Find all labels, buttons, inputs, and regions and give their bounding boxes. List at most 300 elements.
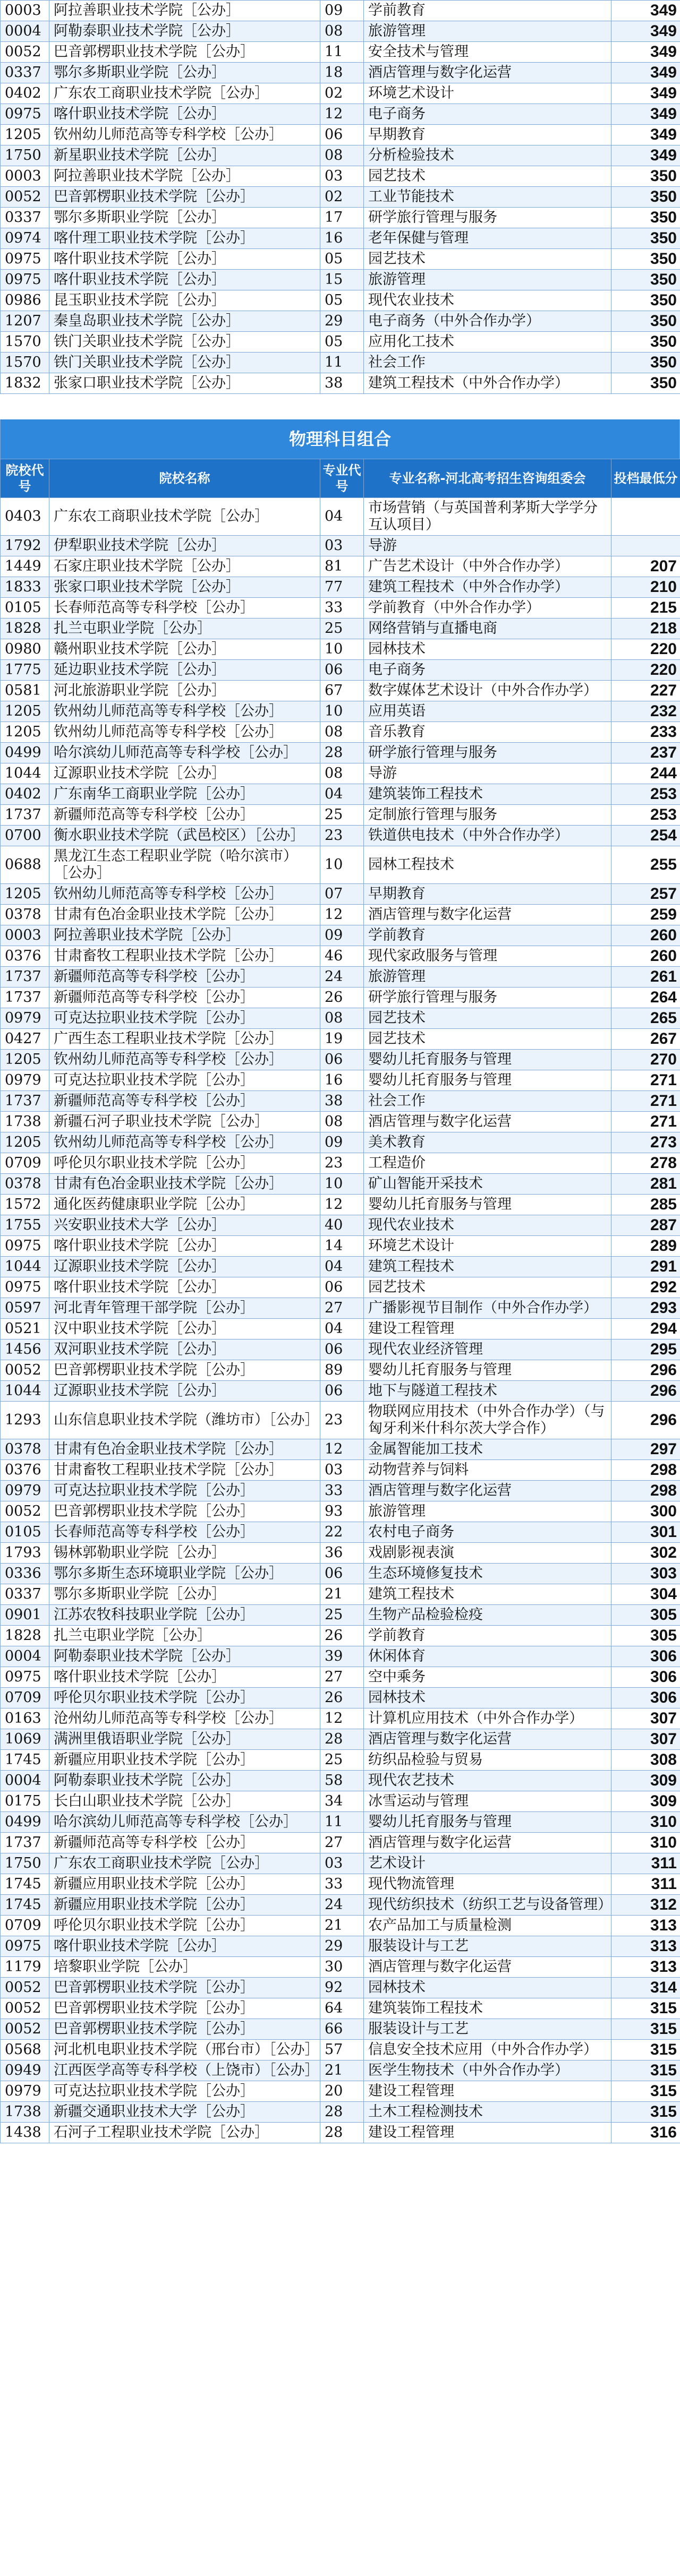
- major-name: 生物产品检验检疫: [364, 1605, 611, 1626]
- min-score: 350: [611, 187, 680, 208]
- header-score: 投档最低分: [611, 459, 680, 498]
- min-score: 227: [611, 681, 680, 701]
- school-code: 1745: [1, 1874, 49, 1895]
- major-name: 服装设计与工艺: [364, 2019, 611, 2040]
- major-code: 33: [320, 1481, 364, 1501]
- table-row: [1, 2102, 680, 2123]
- major-code: 15: [320, 270, 364, 290]
- min-score: 349: [611, 125, 680, 145]
- school-name: 辽源职业技术学院［公办］: [49, 1257, 320, 1277]
- school-name: 广东农工商职业技术学院［公办］: [49, 498, 320, 536]
- school-code: 0975: [1, 270, 49, 290]
- major-name: 信息安全技术应用（中外合作办学）: [364, 2040, 611, 2060]
- table-row: [1, 332, 680, 353]
- table-row: [1, 1646, 680, 1667]
- major-code: 08: [320, 763, 364, 784]
- major-name: 旅游管理: [364, 967, 611, 988]
- major-name: 铁道供电技术（中外合作办学）: [364, 826, 611, 846]
- major-name: 动物营养与饲料: [364, 1460, 611, 1481]
- major-code: 09: [320, 1132, 364, 1153]
- school-name: 可克达拉职业技术学院［公办］: [49, 1008, 320, 1029]
- min-score: 315: [611, 1998, 680, 2019]
- school-code: 1755: [1, 1215, 49, 1236]
- major-code: 06: [320, 1339, 364, 1360]
- major-code: 08: [320, 1112, 364, 1132]
- major-name: 建筑装饰工程技术: [364, 784, 611, 805]
- table-row: [1, 1522, 680, 1543]
- min-score: 300: [611, 1501, 680, 1522]
- table-row: [1, 1439, 680, 1460]
- min-score: 350: [611, 166, 680, 187]
- school-name: 巴音郭楞职业技术学院［公办］: [49, 187, 320, 208]
- major-name: 婴幼儿托育服务与管理: [364, 1070, 611, 1091]
- major-code: 11: [320, 42, 364, 63]
- major-name: 广告艺术设计（中外合作办学）: [364, 556, 611, 577]
- min-score: 296: [611, 1381, 680, 1402]
- school-code: 0003: [1, 1, 49, 21]
- major-name: 建筑装饰工程技术: [364, 1998, 611, 2019]
- major-code: 08: [320, 145, 364, 166]
- school-code: 0052: [1, 1998, 49, 2019]
- school-code: 1833: [1, 577, 49, 598]
- major-name: 地下与隧道工程技术: [364, 1381, 611, 1402]
- school-code: 0376: [1, 946, 49, 967]
- min-score: 315: [611, 2019, 680, 2040]
- major-code: 03: [320, 536, 364, 556]
- major-code: 38: [320, 1091, 364, 1112]
- min-score: 304: [611, 1584, 680, 1605]
- min-score: 281: [611, 1174, 680, 1195]
- school-name: 扎兰屯职业学院［公办］: [49, 1626, 320, 1646]
- major-name: 酒店管理与数字化运营: [364, 1112, 611, 1132]
- major-name: 旅游管理: [364, 21, 611, 42]
- major-name: 电子商务: [364, 660, 611, 681]
- school-code: 1737: [1, 967, 49, 988]
- min-score: 244: [611, 763, 680, 784]
- school-code: 1828: [1, 619, 49, 639]
- school-name: 新疆师范高等专科学校［公办］: [49, 805, 320, 826]
- school-code: 1205: [1, 884, 49, 905]
- major-code: 06: [320, 1564, 364, 1584]
- major-name: 酒店管理与数字化运营: [364, 905, 611, 925]
- major-name: 电子商务: [364, 104, 611, 125]
- school-code: 0979: [1, 1481, 49, 1501]
- school-code: 1750: [1, 1853, 49, 1874]
- school-code: 0175: [1, 1791, 49, 1812]
- school-code: 0163: [1, 1708, 49, 1729]
- min-score: 301: [611, 1522, 680, 1543]
- major-name: 学前教育（中外合作办学）: [364, 598, 611, 619]
- major-name: 生态环境修复技术: [364, 1564, 611, 1584]
- table-row: [1, 1153, 680, 1174]
- table-row: [1, 743, 680, 763]
- major-code: 02: [320, 83, 364, 104]
- table-row: [1, 104, 680, 125]
- major-name: 医学生物技术（中外合作办学）: [364, 2060, 611, 2081]
- school-code: 1570: [1, 353, 49, 373]
- major-name: 工业节能技术: [364, 187, 611, 208]
- table-row: [1, 166, 680, 187]
- major-code: 36: [320, 1543, 364, 1564]
- major-code: 16: [320, 1070, 364, 1091]
- major-code: 08: [320, 722, 364, 743]
- school-name: 阿拉善职业技术学院［公办］: [49, 925, 320, 946]
- table-row: [1, 1584, 680, 1605]
- major-name: 园艺技术: [364, 1008, 611, 1029]
- min-score: 254: [611, 826, 680, 846]
- major-name: 婴幼儿托育服务与管理: [364, 1812, 611, 1833]
- table-row: [1, 2040, 680, 2060]
- school-name: 甘肃有色冶金职业技术学院［公办］: [49, 1439, 320, 1460]
- min-score: 306: [611, 1646, 680, 1667]
- min-score: 271: [611, 1112, 680, 1132]
- major-code: 39: [320, 1646, 364, 1667]
- min-score: 302: [611, 1543, 680, 1564]
- school-name: 沧州幼儿师范高等专科学校［公办］: [49, 1708, 320, 1729]
- major-code: 06: [320, 660, 364, 681]
- min-score: 315: [611, 2102, 680, 2123]
- scores-table-physics: [0, 459, 680, 2143]
- min-score: 289: [611, 1236, 680, 1257]
- school-name: 钦州幼儿师范高等专科学校［公办］: [49, 1050, 320, 1070]
- school-name: 鄂尔多斯生态环境职业学院［公办］: [49, 1564, 320, 1584]
- min-score: 313: [611, 1936, 680, 1957]
- min-score: 260: [611, 946, 680, 967]
- table-row: [1, 2019, 680, 2040]
- school-name: 锡林郭勒职业学院［公办］: [49, 1543, 320, 1564]
- table-row: [1, 1998, 680, 2019]
- min-score: 253: [611, 784, 680, 805]
- min-score: 305: [611, 1605, 680, 1626]
- school-code: 0003: [1, 925, 49, 946]
- major-name: 导游: [364, 763, 611, 784]
- school-code: 1456: [1, 1339, 49, 1360]
- school-name: 辽源职业技术学院［公办］: [49, 763, 320, 784]
- major-code: 10: [320, 701, 364, 722]
- major-code: 04: [320, 1319, 364, 1339]
- school-name: 可克达拉职业技术学院［公办］: [49, 1481, 320, 1501]
- table-row: [1, 946, 680, 967]
- school-name: 新星职业技术学院［公办］: [49, 145, 320, 166]
- major-name: 冰雪运动与管理: [364, 1791, 611, 1812]
- major-code: 06: [320, 1381, 364, 1402]
- table-row: [1, 1319, 680, 1339]
- table-row: [1, 1853, 680, 1874]
- school-name: 长春师范高等专科学校［公办］: [49, 598, 320, 619]
- major-code: 05: [320, 290, 364, 311]
- min-score: 303: [611, 1564, 680, 1584]
- table-row: [1, 1029, 680, 1050]
- scores-table-previous-body: [1, 1, 680, 394]
- major-name: 广播影视节目制作（中外合作办学）: [364, 1298, 611, 1319]
- school-name: 甘肃有色冶金职业技术学院［公办］: [49, 1174, 320, 1195]
- table-row: [1, 1174, 680, 1195]
- school-code: 1572: [1, 1195, 49, 1215]
- school-name: 赣州职业技术学院［公办］: [49, 639, 320, 660]
- min-score: 264: [611, 988, 680, 1008]
- school-name: 喀什职业技术学院［公办］: [49, 104, 320, 125]
- school-code: 0105: [1, 1522, 49, 1543]
- school-code: 1069: [1, 1729, 49, 1750]
- major-code: 08: [320, 1008, 364, 1029]
- min-score: 291: [611, 1257, 680, 1277]
- school-code: 1750: [1, 145, 49, 166]
- table-row: [1, 1750, 680, 1771]
- min-score: 349: [611, 21, 680, 42]
- min-score: 308: [611, 1750, 680, 1771]
- school-code: 1792: [1, 536, 49, 556]
- table-row: [1, 784, 680, 805]
- major-name: 应用化工技术: [364, 332, 611, 353]
- major-name: 婴幼儿托育服务与管理: [364, 1050, 611, 1070]
- table-row: [1, 1936, 680, 1957]
- min-score: 253: [611, 805, 680, 826]
- school-name: 喀什职业技术学院［公办］: [49, 1236, 320, 1257]
- school-code: 1737: [1, 988, 49, 1008]
- min-score: 306: [611, 1688, 680, 1708]
- school-name: 新疆师范高等专科学校［公办］: [49, 988, 320, 1008]
- school-name: 长春师范高等专科学校［公办］: [49, 1522, 320, 1543]
- table-row: [1, 1298, 680, 1319]
- school-name: 山东信息职业技术学院（潍坊市）［公办］: [49, 1402, 320, 1439]
- min-score: 350: [611, 332, 680, 353]
- school-code: 0974: [1, 228, 49, 249]
- min-score: 296: [611, 1360, 680, 1381]
- major-name: 社会工作: [364, 1091, 611, 1112]
- table-row: [1, 228, 680, 249]
- major-code: 57: [320, 2040, 364, 2060]
- school-name: 双河职业技术学院［公办］: [49, 1339, 320, 1360]
- school-code: 1738: [1, 2102, 49, 2123]
- school-name: 通化医药健康职业学院［公办］: [49, 1195, 320, 1215]
- major-code: 04: [320, 498, 364, 536]
- major-code: 05: [320, 249, 364, 270]
- table-row: [1, 1605, 680, 1626]
- table-row: [1, 208, 680, 228]
- table-row: [1, 187, 680, 208]
- school-name: 铁门关职业技术学院［公办］: [49, 332, 320, 353]
- school-code: 0949: [1, 2060, 49, 2081]
- school-name: 呼伦贝尔职业技术学院［公办］: [49, 1153, 320, 1174]
- min-score: [611, 498, 680, 536]
- school-code: 1737: [1, 1091, 49, 1112]
- school-name: 满洲里俄语职业学院［公办］: [49, 1729, 320, 1750]
- major-code: 38: [320, 373, 364, 394]
- table-row: [1, 1257, 680, 1277]
- school-name: 阿勒泰职业技术学院［公办］: [49, 1771, 320, 1791]
- table-row: [1, 1460, 680, 1481]
- table-row: [1, 1833, 680, 1853]
- school-name: 钦州幼儿师范高等专科学校［公办］: [49, 1132, 320, 1153]
- school-name: 衡水职业技术学院（武邑校区）［公办］: [49, 826, 320, 846]
- major-name: 分析检验技术: [364, 145, 611, 166]
- min-score: 315: [611, 2060, 680, 2081]
- major-code: 10: [320, 639, 364, 660]
- min-score: 315: [611, 2040, 680, 2060]
- school-code: 0975: [1, 249, 49, 270]
- major-code: 03: [320, 1853, 364, 1874]
- major-name: 市场营销（与英国普利茅斯大学学分互认项目）: [364, 498, 611, 536]
- major-code: 14: [320, 1236, 364, 1257]
- major-name: 电子商务（中外合作办学）: [364, 311, 611, 332]
- school-code: 1205: [1, 1132, 49, 1153]
- major-name: 旅游管理: [364, 270, 611, 290]
- major-code: 03: [320, 166, 364, 187]
- school-name: 喀什职业技术学院［公办］: [49, 270, 320, 290]
- table-row: [1, 145, 680, 166]
- major-name: 服装设计与工艺: [364, 1936, 611, 1957]
- min-score: 311: [611, 1874, 680, 1895]
- school-code: 0979: [1, 1008, 49, 1029]
- major-code: 09: [320, 1, 364, 21]
- major-name: 土木工程检测技术: [364, 2102, 611, 2123]
- school-code: 1738: [1, 1112, 49, 1132]
- school-code: 1793: [1, 1543, 49, 1564]
- school-code: 0709: [1, 1153, 49, 1174]
- school-code: 0427: [1, 1029, 49, 1050]
- min-score: 315: [611, 2081, 680, 2102]
- major-code: 93: [320, 1501, 364, 1522]
- school-name: 鄂尔多斯职业学院［公办］: [49, 208, 320, 228]
- major-name: 园林技术: [364, 1688, 611, 1708]
- school-name: 巴音郭楞职业技术学院［公办］: [49, 1501, 320, 1522]
- table-row: [1, 1812, 680, 1833]
- major-name: 现代农艺技术: [364, 1771, 611, 1791]
- major-name: 美术教育: [364, 1132, 611, 1153]
- table-row: [1, 498, 680, 536]
- min-score: 305: [611, 1626, 680, 1646]
- major-code: 23: [320, 1402, 364, 1439]
- school-code: 1737: [1, 1833, 49, 1853]
- major-name: 酒店管理与数字化运营: [364, 1833, 611, 1853]
- table-row: [1, 925, 680, 946]
- school-code: 1205: [1, 701, 49, 722]
- school-name: 喀什职业技术学院［公办］: [49, 1936, 320, 1957]
- min-score: 292: [611, 1277, 680, 1298]
- min-score: 220: [611, 660, 680, 681]
- major-code: 02: [320, 187, 364, 208]
- school-name: 延边职业技术学院［公办］: [49, 660, 320, 681]
- table-row: [1, 1708, 680, 1729]
- header-code: 院校代号: [1, 459, 49, 498]
- school-name: 河北机电职业技术学院（邢台市）［公办］: [49, 2040, 320, 2060]
- major-code: 17: [320, 208, 364, 228]
- table-row: [1, 1195, 680, 1215]
- school-name: 喀什职业技术学院［公办］: [49, 1277, 320, 1298]
- school-name: 扎兰屯职业学院［公办］: [49, 619, 320, 639]
- school-name: 广东农工商职业技术学院［公办］: [49, 83, 320, 104]
- major-code: 27: [320, 1833, 364, 1853]
- min-score: 350: [611, 290, 680, 311]
- major-code: 64: [320, 1998, 364, 2019]
- table-row: [1, 1381, 680, 1402]
- major-name: 酒店管理与数字化运营: [364, 1957, 611, 1978]
- school-code: 0052: [1, 1360, 49, 1381]
- school-code: 0004: [1, 1771, 49, 1791]
- major-name: 农产品加工与质量检测: [364, 1916, 611, 1936]
- school-code: 0378: [1, 1439, 49, 1460]
- major-code: 26: [320, 1626, 364, 1646]
- major-name: 现代农业技术: [364, 1215, 611, 1236]
- major-code: 21: [320, 2060, 364, 2081]
- school-code: 0378: [1, 905, 49, 925]
- major-code: 22: [320, 1522, 364, 1543]
- min-score: 255: [611, 846, 680, 884]
- major-code: 07: [320, 884, 364, 905]
- major-name: 现代农业技术: [364, 290, 611, 311]
- min-score: 220: [611, 639, 680, 660]
- major-name: 园林工程技术: [364, 846, 611, 884]
- min-score: 257: [611, 884, 680, 905]
- min-score: 311: [611, 1853, 680, 1874]
- table-row: [1, 373, 680, 394]
- major-name: 数字媒体艺术设计（中外合作办学）: [364, 681, 611, 701]
- min-score: 350: [611, 311, 680, 332]
- school-name: 广东南华工商职业学院［公办］: [49, 784, 320, 805]
- school-code: 0597: [1, 1298, 49, 1319]
- table-row: [1, 1771, 680, 1791]
- major-name: 建设工程管理: [364, 2081, 611, 2102]
- school-code: 0052: [1, 1978, 49, 1998]
- table-row: [1, 1501, 680, 1522]
- major-code: 28: [320, 2102, 364, 2123]
- school-code: 0402: [1, 784, 49, 805]
- school-code: 1044: [1, 1257, 49, 1277]
- table-row: [1, 125, 680, 145]
- major-code: 23: [320, 1153, 364, 1174]
- table-row: [1, 1236, 680, 1257]
- table-row: [1, 556, 680, 577]
- school-name: 铁门关职业技术学院［公办］: [49, 353, 320, 373]
- school-name: 甘肃有色冶金职业技术学院［公办］: [49, 905, 320, 925]
- major-name: 研学旅行管理与服务: [364, 743, 611, 763]
- min-score: 310: [611, 1812, 680, 1833]
- min-score: 350: [611, 270, 680, 290]
- table-row: [1, 1, 680, 21]
- school-code: 1179: [1, 1957, 49, 1978]
- major-code: 11: [320, 1812, 364, 1833]
- major-code: 25: [320, 1750, 364, 1771]
- table-row: [1, 1091, 680, 1112]
- table-row: [1, 639, 680, 660]
- school-code: 0499: [1, 1812, 49, 1833]
- table-row: [1, 660, 680, 681]
- min-score: 309: [611, 1771, 680, 1791]
- table-row: [1, 1008, 680, 1029]
- school-code: 0052: [1, 2019, 49, 2040]
- school-code: 0403: [1, 498, 49, 536]
- major-code: 20: [320, 2081, 364, 2102]
- major-name: 金属智能加工技术: [364, 1439, 611, 1460]
- major-code: 12: [320, 905, 364, 925]
- min-score: 297: [611, 1439, 680, 1460]
- school-name: 河北青年管理干部学院［公办］: [49, 1298, 320, 1319]
- major-code: 28: [320, 743, 364, 763]
- school-code: 1745: [1, 1750, 49, 1771]
- school-code: 1775: [1, 660, 49, 681]
- major-name: 网络营销与直播电商: [364, 619, 611, 639]
- school-name: 伊犁职业技术学院［公办］: [49, 536, 320, 556]
- major-code: 16: [320, 228, 364, 249]
- school-name: 江苏农牧科技职业学院［公办］: [49, 1605, 320, 1626]
- school-name: 可克达拉职业技术学院［公办］: [49, 2081, 320, 2102]
- major-name: 建筑工程技术（中外合作办学）: [364, 577, 611, 598]
- min-score: 259: [611, 905, 680, 925]
- major-code: 26: [320, 1688, 364, 1708]
- major-name: 现代家政服务与管理: [364, 946, 611, 967]
- table-row: [1, 290, 680, 311]
- min-score: 265: [611, 1008, 680, 1029]
